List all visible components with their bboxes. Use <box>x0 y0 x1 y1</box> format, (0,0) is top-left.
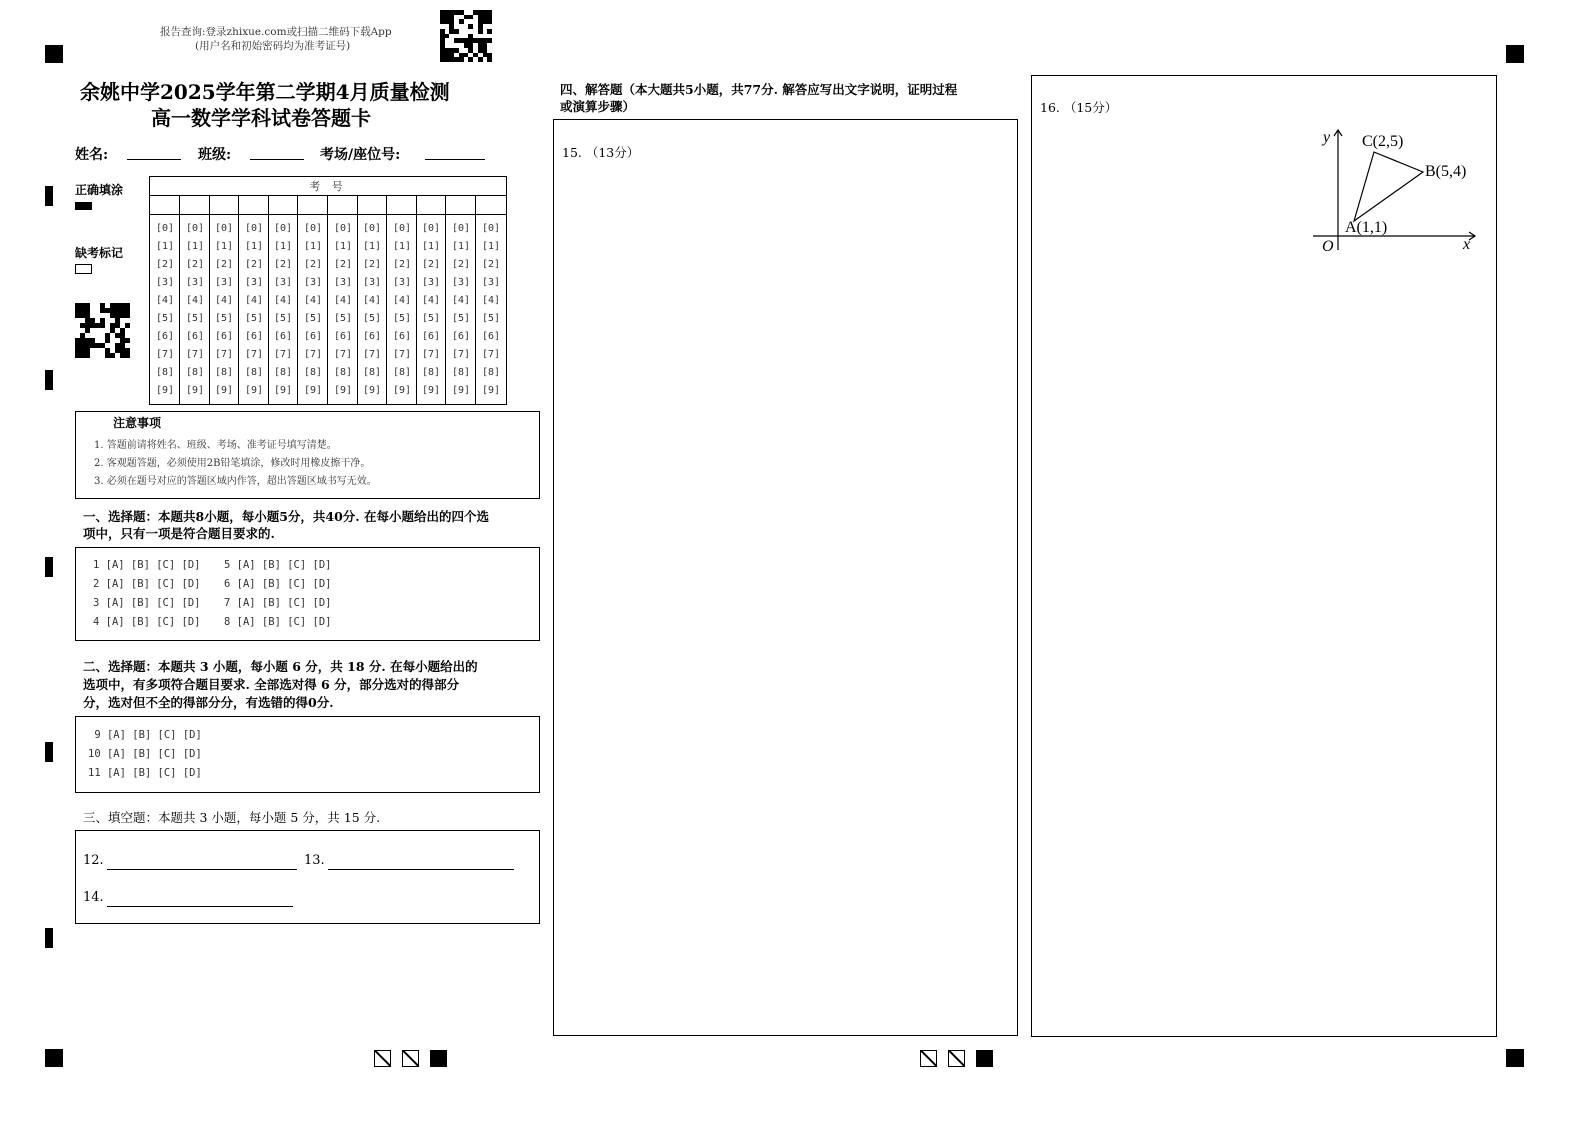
exam-digit-bubble[interactable]: [2] <box>185 259 205 270</box>
exam-digit-bubble[interactable]: [4] <box>273 295 293 306</box>
exam-digit-bubble[interactable]: [2] <box>303 259 323 270</box>
exam-number-grid <box>149 176 507 405</box>
exam-digit-bubble[interactable]: [9] <box>481 385 501 396</box>
exam-digit-bubble[interactable]: [5] <box>155 313 175 324</box>
exam-digit-bubble[interactable]: [4] <box>451 295 471 306</box>
class-field[interactable] <box>250 159 304 160</box>
choice-row-q11[interactable]: 11 [A] [B] [C] [D] <box>88 767 202 779</box>
exam-digit-bubble[interactable]: [8] <box>303 367 323 378</box>
timing-mark <box>45 742 53 762</box>
name-field[interactable] <box>127 159 181 160</box>
corner-mark-bottom-left <box>45 1049 63 1067</box>
student-qr-code-icon <box>75 303 130 358</box>
exam-digit-bubble[interactable]: [5] <box>362 313 382 324</box>
exam-digit-bubble[interactable]: [0] <box>451 223 471 234</box>
exam-digit-bubble[interactable]: [7] <box>362 349 382 360</box>
exam-digit-bubble[interactable]: [3] <box>362 277 382 288</box>
exam-digit-bubble[interactable]: [5] <box>214 313 234 324</box>
exam-digit-bubble[interactable]: [5] <box>185 313 205 324</box>
notice-title: 注意事项 <box>113 416 162 430</box>
section2-instructions-cont: 选项中，有多项符合题目要求. 全部选对得 6 分，部分选对的得部分 <box>83 677 460 692</box>
exam-digit-bubble[interactable]: [8] <box>392 367 412 378</box>
page-mark-hatched <box>948 1050 965 1067</box>
exam-digit-bubble[interactable]: [6] <box>451 331 471 342</box>
exam-number-column[interactable] <box>150 220 180 400</box>
exam-digit-bubble[interactable]: [9] <box>451 385 471 396</box>
exam-number-column[interactable] <box>416 220 446 400</box>
exam-digit-bubble[interactable]: [2] <box>155 259 175 270</box>
exam-digit-bubble[interactable]: [8] <box>155 367 175 378</box>
exam-digit-bubble[interactable]: [5] <box>481 313 501 324</box>
exam-digit-bubble[interactable]: [4] <box>362 295 382 306</box>
exam-digit-bubble[interactable]: [3] <box>185 277 205 288</box>
exam-digit-bubble[interactable]: [8] <box>273 367 293 378</box>
report-query-text: 报告查询:登录zhixue.com或扫描二维码下载App <box>160 26 392 38</box>
timing-mark <box>45 370 53 390</box>
exam-digit-bubble[interactable]: [9] <box>392 385 412 396</box>
section2-instructions: 二、选择题：本题共 3 小题，每小题 6 分，共 18 分. 在每小题给出的 <box>83 659 478 674</box>
exam-digit-bubble[interactable]: [4] <box>303 295 323 306</box>
exam-digit-bubble[interactable]: [9] <box>273 385 293 396</box>
exam-digit-bubble[interactable]: [4] <box>392 295 412 306</box>
page-mark-hatched <box>374 1050 391 1067</box>
exam-number-column[interactable] <box>387 220 417 400</box>
exam-digit-bubble[interactable]: [5] <box>303 313 323 324</box>
q16-triangle-figure <box>1305 122 1485 257</box>
page-mark-hatched <box>920 1050 937 1067</box>
exam-digit-bubble[interactable]: [0] <box>421 223 441 234</box>
choice-row-q1[interactable]: 1 [A] [B] [C] [D] <box>93 559 201 571</box>
exam-digit-bubble[interactable]: [7] <box>333 349 353 360</box>
exam-number-column[interactable] <box>446 220 476 400</box>
corner-mark-top-right <box>1506 45 1524 63</box>
exam-digit-bubble[interactable]: [7] <box>421 349 441 360</box>
exam-digit-bubble[interactable]: [7] <box>273 349 293 360</box>
exam-digit-bubble[interactable]: [6] <box>481 331 501 342</box>
exam-digit-bubble[interactable]: [9] <box>244 385 264 396</box>
page-mark-hatched <box>402 1050 419 1067</box>
exam-digit-bubble[interactable]: [4] <box>481 295 501 306</box>
exam-digit-bubble[interactable]: [3] <box>155 277 175 288</box>
exam-digit-bubble[interactable]: [0] <box>214 223 234 234</box>
corner-mark-top-left <box>45 45 63 63</box>
exam-digit-bubble[interactable]: [4] <box>333 295 353 306</box>
exam-digit-bubble[interactable]: [7] <box>185 349 205 360</box>
choice-row-q2[interactable]: 2 [A] [B] [C] [D] <box>93 578 201 590</box>
section4-instructions-cont: 或演算步骤） <box>560 99 636 114</box>
exam-digit-bubble[interactable]: [0] <box>362 223 382 234</box>
exam-digit-bubble[interactable]: [3] <box>273 277 293 288</box>
exam-digit-bubble[interactable]: [2] <box>362 259 382 270</box>
exam-digit-bubble[interactable]: [7] <box>214 349 234 360</box>
q13-label: 13. <box>304 853 325 868</box>
exam-digit-bubble[interactable]: [2] <box>451 259 471 270</box>
exam-digit-bubble[interactable]: [0] <box>155 223 175 234</box>
correct-fill-sample <box>75 202 92 210</box>
label-point-b: B(5,4) <box>1425 163 1467 180</box>
exam-number-column[interactable] <box>357 220 387 400</box>
label-point-a: A(1,1) <box>1345 219 1388 236</box>
exam-number-column[interactable] <box>209 220 239 400</box>
exam-digit-bubble[interactable]: [7] <box>392 349 412 360</box>
q15-label: 15. （13分） <box>562 145 640 160</box>
exam-digit-bubble[interactable]: [9] <box>362 385 382 396</box>
correct-fill-label: 正确填涂 <box>75 183 124 197</box>
section2-answer-box <box>75 716 540 793</box>
exam-digit-bubble[interactable]: [0] <box>481 223 501 234</box>
choice-row-q3[interactable]: 3 [A] [B] [C] [D] <box>93 597 201 609</box>
exam-digit-bubble[interactable]: [1] <box>362 241 382 252</box>
corner-mark-bottom-right <box>1506 1049 1524 1067</box>
section3-instructions: 三、填空题：本题共 3 小题，每小题 5 分，共 15 分. <box>83 810 381 825</box>
exam-digit-bubble[interactable]: [3] <box>481 277 501 288</box>
exam-digit-bubble[interactable]: [6] <box>214 331 234 342</box>
exam-digit-bubble[interactable]: [2] <box>392 259 412 270</box>
choice-row-q7[interactable]: 7 [A] [B] [C] [D] <box>224 597 332 609</box>
exam-digit-bubble[interactable]: [8] <box>214 367 234 378</box>
q16-label: 16. （15分） <box>1040 100 1118 115</box>
exam-digit-bubble[interactable]: [6] <box>333 331 353 342</box>
q12-label: 12. <box>83 853 104 868</box>
exam-digit-bubble[interactable]: [9] <box>333 385 353 396</box>
exam-digit-bubble[interactable]: [3] <box>244 277 264 288</box>
exam-digit-bubble[interactable]: [0] <box>333 223 353 234</box>
choice-row-q8[interactable]: 8 [A] [B] [C] [D] <box>224 616 332 628</box>
section4-instructions: 四、解答题（本大题共5小题，共77分. 解答应写出文字说明，证明过程 <box>560 82 958 97</box>
q14-label: 14. <box>83 890 104 905</box>
section1-instructions: 一、选择题：本题共8小题，每小题5分，共40分. 在每小题给出的四个选 <box>83 509 489 524</box>
notice-item: 3. 必须在题号对应的答题区域内作答，超出答题区域书写无效。 <box>94 476 377 487</box>
exam-digit-bubble[interactable]: [6] <box>392 331 412 342</box>
choice-row-q4[interactable]: 4 [A] [B] [C] [D] <box>93 616 201 628</box>
q14-answer-line[interactable] <box>107 906 293 907</box>
exam-number-column[interactable] <box>328 220 358 400</box>
exam-digit-bubble[interactable]: [4] <box>421 295 441 306</box>
absent-mark-checkbox[interactable] <box>75 264 92 274</box>
exam-digit-bubble[interactable]: [5] <box>451 313 471 324</box>
exam-digit-bubble[interactable]: [2] <box>481 259 501 270</box>
exam-digit-bubble[interactable]: [2] <box>273 259 293 270</box>
exam-digit-bubble[interactable]: [8] <box>481 367 501 378</box>
report-query-subtext: (用户名和初始密码均为准考证号) <box>195 40 351 52</box>
exam-digit-bubble[interactable]: [2] <box>421 259 441 270</box>
exam-digit-bubble[interactable]: [2] <box>214 259 234 270</box>
exam-digit-bubble[interactable]: [7] <box>155 349 175 360</box>
notice-item: 2. 客观题答题，必须使用2B铅笔填涂，修改时用橡皮擦干净。 <box>94 458 371 469</box>
exam-digit-bubble[interactable]: [0] <box>185 223 205 234</box>
exam-digit-bubble[interactable]: [7] <box>451 349 471 360</box>
exam-digit-bubble[interactable]: [8] <box>451 367 471 378</box>
exam-number-column[interactable] <box>268 220 298 400</box>
exam-digit-bubble[interactable]: [9] <box>185 385 205 396</box>
exam-digit-bubble[interactable]: [5] <box>333 313 353 324</box>
exam-digit-bubble[interactable]: [6] <box>362 331 382 342</box>
exam-digit-bubble[interactable]: [3] <box>451 277 471 288</box>
section1-instructions-cont: 项中，只有一项是符合题目要求的. <box>83 526 275 541</box>
exam-digit-bubble[interactable]: [1] <box>333 241 353 252</box>
q12-answer-line[interactable] <box>107 869 297 870</box>
label-x: x <box>1463 236 1471 253</box>
exam-digit-bubble[interactable]: [3] <box>303 277 323 288</box>
choice-row-q5[interactable]: 5 [A] [B] [C] [D] <box>224 559 332 571</box>
label-point-c: C(2,5) <box>1362 133 1404 150</box>
notice-item: 1. 答题前请将姓名、班级、考场、准考证号填写清楚。 <box>94 440 337 451</box>
exam-number-header: 考 号 <box>309 180 347 193</box>
exam-digit-bubble[interactable]: [4] <box>214 295 234 306</box>
label-y: y <box>1323 129 1331 146</box>
section3-answer-box <box>75 830 540 924</box>
exam-number-column[interactable] <box>298 220 328 400</box>
exam-digit-bubble[interactable]: [9] <box>214 385 234 396</box>
page-mark-filled <box>976 1050 993 1067</box>
label-origin: O <box>1322 238 1334 255</box>
choice-row-q9[interactable]: 9 [A] [B] [C] [D] <box>88 729 202 741</box>
class-label: 班级: <box>198 147 232 163</box>
exam-digit-bubble[interactable]: [8] <box>333 367 353 378</box>
exam-digit-bubble[interactable]: [5] <box>244 313 264 324</box>
exam-digit-bubble[interactable]: [9] <box>155 385 175 396</box>
exam-digit-bubble[interactable]: [6] <box>185 331 205 342</box>
exam-digit-bubble[interactable]: [8] <box>244 367 264 378</box>
timing-mark <box>45 557 53 577</box>
page-title: 余姚中学2025学年第二学期4月质量检测 <box>80 80 450 104</box>
choice-row-q6[interactable]: 6 [A] [B] [C] [D] <box>224 578 332 590</box>
q15-answer-area[interactable] <box>553 119 1018 1036</box>
exam-number-column[interactable] <box>180 220 210 400</box>
exam-digit-bubble[interactable]: [1] <box>451 241 471 252</box>
exam-digit-bubble[interactable]: [0] <box>244 223 264 234</box>
exam-digit-bubble[interactable]: [3] <box>214 277 234 288</box>
exam-number-column[interactable] <box>476 220 506 400</box>
exam-digit-bubble[interactable]: [7] <box>244 349 264 360</box>
exam-digit-bubble[interactable]: [3] <box>421 277 441 288</box>
exam-digit-bubble[interactable]: [1] <box>303 241 323 252</box>
exam-digit-bubble[interactable]: [4] <box>185 295 205 306</box>
exam-digit-bubble[interactable]: [0] <box>303 223 323 234</box>
exam-digit-bubble[interactable]: [6] <box>244 331 264 342</box>
section1-answer-box <box>75 547 540 641</box>
name-label: 姓名: <box>75 147 109 163</box>
page-mark-filled <box>430 1050 447 1067</box>
exam-digit-bubble[interactable]: [2] <box>244 259 264 270</box>
exam-digit-bubble[interactable]: [1] <box>214 241 234 252</box>
exam-digit-bubble[interactable]: [0] <box>392 223 412 234</box>
exam-digit-bubble[interactable]: [3] <box>392 277 412 288</box>
exam-digit-bubble[interactable]: [8] <box>421 367 441 378</box>
absent-mark-label: 缺考标记 <box>75 246 124 260</box>
exam-digit-bubble[interactable]: [8] <box>185 367 205 378</box>
exam-digit-bubble[interactable]: [6] <box>155 331 175 342</box>
exam-digit-bubble[interactable]: [0] <box>273 223 293 234</box>
exam-digit-bubble[interactable]: [1] <box>481 241 501 252</box>
exam-digit-bubble[interactable]: [7] <box>481 349 501 360</box>
timing-mark <box>45 928 53 948</box>
exam-digit-bubble[interactable]: [6] <box>273 331 293 342</box>
exam-digit-bubble[interactable]: [4] <box>155 295 175 306</box>
choice-row-q10[interactable]: 10 [A] [B] [C] [D] <box>88 748 202 760</box>
exam-digit-bubble[interactable]: [8] <box>362 367 382 378</box>
section2-instructions-cont: 分，选对但不全的得部分分，有选错的得0分. <box>83 695 334 710</box>
room-seat-field[interactable] <box>425 159 485 160</box>
exam-digit-bubble[interactable]: [7] <box>303 349 323 360</box>
page-subtitle: 高一数学学科试卷答题卡 <box>151 106 371 130</box>
exam-digit-bubble[interactable]: [1] <box>185 241 205 252</box>
exam-digit-bubble[interactable]: [9] <box>303 385 323 396</box>
exam-digit-bubble[interactable]: [6] <box>303 331 323 342</box>
exam-digit-bubble[interactable]: [1] <box>155 241 175 252</box>
exam-number-column[interactable] <box>239 220 269 400</box>
exam-digit-bubble[interactable]: [1] <box>421 241 441 252</box>
timing-mark <box>45 186 53 206</box>
exam-digit-bubble[interactable]: [1] <box>392 241 412 252</box>
exam-digit-bubble[interactable]: [5] <box>273 313 293 324</box>
triangle-abc <box>1354 152 1423 221</box>
exam-digit-bubble[interactable]: [1] <box>273 241 293 252</box>
notice-box <box>75 411 540 499</box>
qr-code-icon[interactable] <box>440 10 492 62</box>
exam-digit-bubble[interactable]: [2] <box>333 259 353 270</box>
exam-digit-bubble[interactable]: [6] <box>421 331 441 342</box>
room-seat-label: 考场/座位号: <box>320 147 401 163</box>
exam-digit-bubble[interactable]: [4] <box>244 295 264 306</box>
exam-digit-bubble[interactable]: [1] <box>244 241 264 252</box>
exam-digit-bubble[interactable]: [5] <box>421 313 441 324</box>
exam-digit-bubble[interactable]: [5] <box>392 313 412 324</box>
exam-digit-bubble[interactable]: [9] <box>421 385 441 396</box>
q13-answer-line[interactable] <box>328 869 514 870</box>
exam-digit-bubble[interactable]: [3] <box>333 277 353 288</box>
